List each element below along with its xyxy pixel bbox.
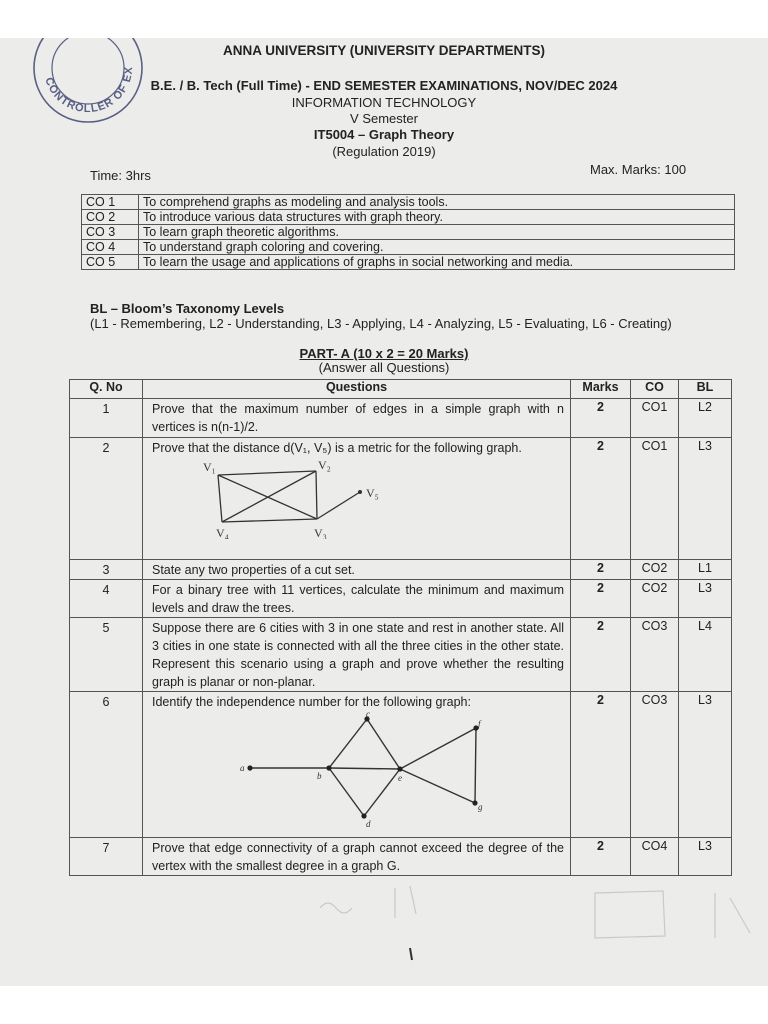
question-6-graph-figure	[152, 711, 552, 833]
course-outcome-code: CO 1	[82, 195, 139, 210]
controller-seal-stamp: CONTROLLER OF EX AU	[30, 38, 146, 130]
question-bl: L3	[679, 580, 732, 618]
course-outcome-code: CO 4	[82, 240, 139, 255]
question-number: 5	[70, 618, 143, 692]
question-number: 1	[70, 399, 143, 438]
question-number: 3	[70, 560, 143, 580]
blooms-title: BL – Bloom’s Taxonomy Levels	[90, 301, 285, 316]
question-bl: L2	[679, 399, 732, 438]
header-questions: Questions	[143, 380, 571, 399]
course-outcome-row	[82, 240, 735, 255]
question-row	[70, 399, 732, 438]
question-number: 2	[70, 438, 143, 560]
vertex-label: g	[478, 802, 483, 812]
header-bl: BL	[679, 380, 732, 399]
question-row	[70, 618, 732, 692]
course-outcome-text: To comprehend graphs as modeling and analysis tools.	[139, 195, 735, 210]
question-marks: 2	[571, 692, 631, 838]
questions-table	[69, 379, 732, 876]
question-number: 4	[70, 580, 143, 618]
question-number: 7	[70, 838, 143, 876]
question-marks: 2	[571, 560, 631, 580]
question-text: Suppose there are 6 cities with 3 in one state and rest in another state. All 3 cities in one state is connected with all the three cities in the other state. Represent this scenario using a graph and prove whether the resulting graph is planar or non-planar.	[143, 618, 571, 692]
question-2-graph-figure	[152, 457, 382, 539]
course-outcome-row	[82, 255, 735, 270]
question-co: CO2	[631, 580, 679, 618]
questions-header-row	[70, 380, 732, 399]
vertex-label: a	[240, 763, 245, 773]
course-outcome-row	[82, 225, 735, 240]
vertex-label: f	[478, 719, 481, 729]
question-text: For a binary tree with 11 vertices, calculate the minimum and maximum levels and draw the trees.	[143, 580, 571, 618]
question-bl: L4	[679, 618, 732, 692]
question-co: CO3	[631, 692, 679, 838]
question-text: Prove that the distance d(V₁, V₅) is a metric for the following graph.	[152, 441, 522, 455]
department-title: INFORMATION TECHNOLOGY	[291, 95, 477, 110]
question-marks: 2	[571, 438, 631, 560]
course-outcomes-table	[81, 194, 735, 270]
university-title: ANNA UNIVERSITY (UNIVERSITY DEPARTMENTS)	[222, 43, 546, 58]
question-text: Prove that the maximum number of edges in a simple graph with n vertices is n(n-1)/2.	[143, 399, 571, 438]
course-outcome-text: To learn the usage and applications of graphs in social networking and media.	[139, 255, 735, 270]
question-co: CO4	[631, 838, 679, 876]
question-bl: L3	[679, 838, 732, 876]
course-outcome-code: CO 3	[82, 225, 139, 240]
vertex-label: d	[366, 819, 371, 829]
course-outcome-code: CO 2	[82, 210, 139, 225]
exam-paper	[0, 27, 768, 986]
header-qno: Q. No	[70, 380, 143, 399]
vertex-label: V₃	[314, 526, 327, 539]
course-outcome-code: CO 5	[82, 255, 139, 270]
question-number: 6	[70, 692, 143, 838]
exam-duration: Time: 3hrs	[90, 168, 151, 183]
question-row	[70, 560, 732, 580]
question-row	[70, 580, 732, 618]
question-row	[70, 692, 732, 838]
part-a-title: PART- A (10 x 2 = 20 Marks)	[299, 346, 469, 361]
question-co: CO2	[631, 560, 679, 580]
question-cell	[143, 692, 571, 838]
regulation-title: (Regulation 2019)	[332, 144, 436, 159]
vertex-label: V₅	[366, 486, 379, 500]
course-title: IT5004 – Graph Theory	[313, 127, 455, 142]
seal-text: CONTROLLER OF EX	[42, 65, 136, 116]
course-outcome-row	[82, 195, 735, 210]
course-outcome-text: To understand graph coloring and covering.	[139, 240, 735, 255]
semester-title: V Semester	[350, 111, 418, 126]
course-outcome-text: To introduce various data structures with graph theory.	[139, 210, 735, 225]
question-bl: L3	[679, 692, 732, 838]
question-marks: 2	[571, 838, 631, 876]
vertex-label: b	[317, 771, 322, 781]
vertex-label: V₂	[318, 458, 331, 472]
question-text: Prove that edge connectivity of a graph cannot exceed the degree of the vertex with the smallest degree in a graph G.	[143, 838, 571, 876]
question-row	[70, 438, 732, 560]
course-outcome-row	[82, 210, 735, 225]
question-co: CO3	[631, 618, 679, 692]
vertex-label: V₄	[216, 526, 229, 539]
question-bl: L3	[679, 438, 732, 560]
bleed-through-marks	[300, 868, 768, 978]
question-cell	[143, 438, 571, 560]
part-a-instruction: (Answer all Questions)	[318, 360, 450, 375]
vertex-label: e	[398, 773, 402, 783]
vertex-label: V₁	[203, 460, 216, 474]
question-text: State any two properties of a cut set.	[143, 560, 571, 580]
header-co: CO	[631, 380, 679, 399]
question-text: Identify the independence number for the following graph:	[152, 695, 471, 709]
header-marks: Marks	[571, 380, 631, 399]
question-marks: 2	[571, 580, 631, 618]
question-bl: L1	[679, 560, 732, 580]
question-co: CO1	[631, 399, 679, 438]
max-marks: Max. Marks: 100	[590, 162, 687, 177]
question-marks: 2	[571, 618, 631, 692]
question-marks: 2	[571, 399, 631, 438]
course-outcome-text: To learn graph theoretic algorithms.	[139, 225, 735, 240]
vertex-label: c	[366, 711, 370, 719]
blooms-levels: (L1 - Remembering, L2 - Understanding, L3 - Applying, L4 - Analyzing, L5 - Evaluating, L6 - Creating)	[90, 316, 672, 331]
exam-title: B.E. / B. Tech (Full Time) - END SEMESTER EXAMINATIONS, NOV/DEC 2024	[150, 78, 618, 93]
question-co: CO1	[631, 438, 679, 560]
